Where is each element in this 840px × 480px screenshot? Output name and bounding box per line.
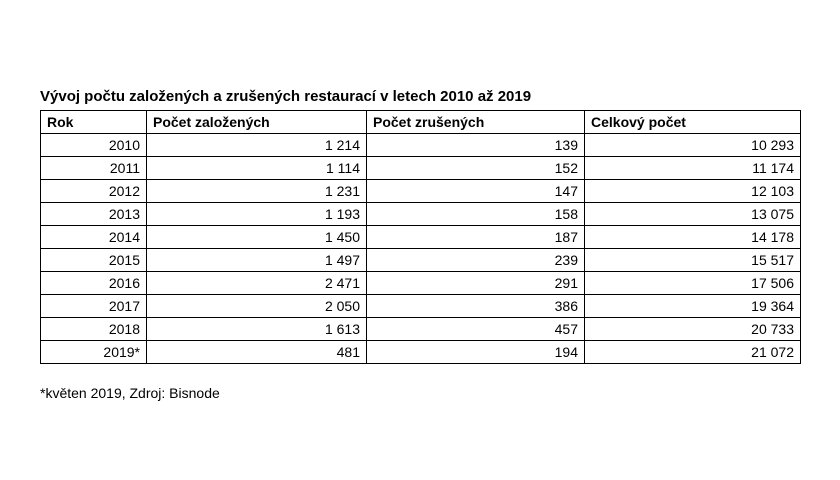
header-zrusenych: Počet zrušených bbox=[367, 111, 585, 134]
cell-year: 2017 bbox=[41, 295, 147, 318]
cell-founded: 1 450 bbox=[147, 226, 367, 249]
cell-total: 19 364 bbox=[585, 295, 801, 318]
table-row bbox=[41, 226, 801, 249]
cell-year: 2010 bbox=[41, 134, 147, 157]
cell-closed: 147 bbox=[367, 180, 585, 203]
cell-total: 11 174 bbox=[585, 157, 801, 180]
cell-closed: 457 bbox=[367, 318, 585, 341]
source-note: *květen 2019, Zdroj: Bisnode bbox=[40, 385, 220, 401]
cell-founded: 1 613 bbox=[147, 318, 367, 341]
cell-total: 14 178 bbox=[585, 226, 801, 249]
cell-total: 10 293 bbox=[585, 134, 801, 157]
cell-founded: 481 bbox=[147, 341, 367, 364]
cell-closed: 386 bbox=[367, 295, 585, 318]
table-row bbox=[41, 180, 801, 203]
table-row bbox=[41, 134, 801, 157]
table-title: Vývoj počtu založených a zrušených restaurací v letech 2010 až 2019 bbox=[40, 88, 532, 105]
cell-year: 2016 bbox=[41, 272, 147, 295]
cell-total: 15 517 bbox=[585, 249, 801, 272]
table-row bbox=[41, 318, 801, 341]
table-row bbox=[41, 203, 801, 226]
cell-closed: 291 bbox=[367, 272, 585, 295]
cell-closed: 239 bbox=[367, 249, 585, 272]
table-row bbox=[41, 341, 801, 364]
cell-founded: 1 497 bbox=[147, 249, 367, 272]
cell-year: 2014 bbox=[41, 226, 147, 249]
cell-total: 21 072 bbox=[585, 341, 801, 364]
cell-total: 12 103 bbox=[585, 180, 801, 203]
restaurants-table bbox=[40, 110, 801, 364]
cell-year: 2015 bbox=[41, 249, 147, 272]
cell-closed: 187 bbox=[367, 226, 585, 249]
cell-year: 2019* bbox=[41, 341, 147, 364]
header-row bbox=[41, 111, 801, 134]
cell-year: 2012 bbox=[41, 180, 147, 203]
cell-total: 20 733 bbox=[585, 318, 801, 341]
table-row bbox=[41, 157, 801, 180]
cell-total: 17 506 bbox=[585, 272, 801, 295]
cell-founded: 1 214 bbox=[147, 134, 367, 157]
cell-total: 13 075 bbox=[585, 203, 801, 226]
cell-year: 2013 bbox=[41, 203, 147, 226]
table-row bbox=[41, 272, 801, 295]
cell-year: 2018 bbox=[41, 318, 147, 341]
cell-year: 2011 bbox=[41, 157, 147, 180]
table-row bbox=[41, 249, 801, 272]
cell-founded: 2 050 bbox=[147, 295, 367, 318]
cell-founded: 2 471 bbox=[147, 272, 367, 295]
cell-closed: 152 bbox=[367, 157, 585, 180]
cell-founded: 1 193 bbox=[147, 203, 367, 226]
cell-closed: 158 bbox=[367, 203, 585, 226]
cell-founded: 1 114 bbox=[147, 157, 367, 180]
cell-founded: 1 231 bbox=[147, 180, 367, 203]
table-row bbox=[41, 295, 801, 318]
cell-closed: 139 bbox=[367, 134, 585, 157]
header-rok: Rok bbox=[41, 111, 147, 134]
header-celkovy: Celkový počet bbox=[585, 111, 801, 134]
header-zalozenych: Počet založených bbox=[147, 111, 367, 134]
cell-closed: 194 bbox=[367, 341, 585, 364]
